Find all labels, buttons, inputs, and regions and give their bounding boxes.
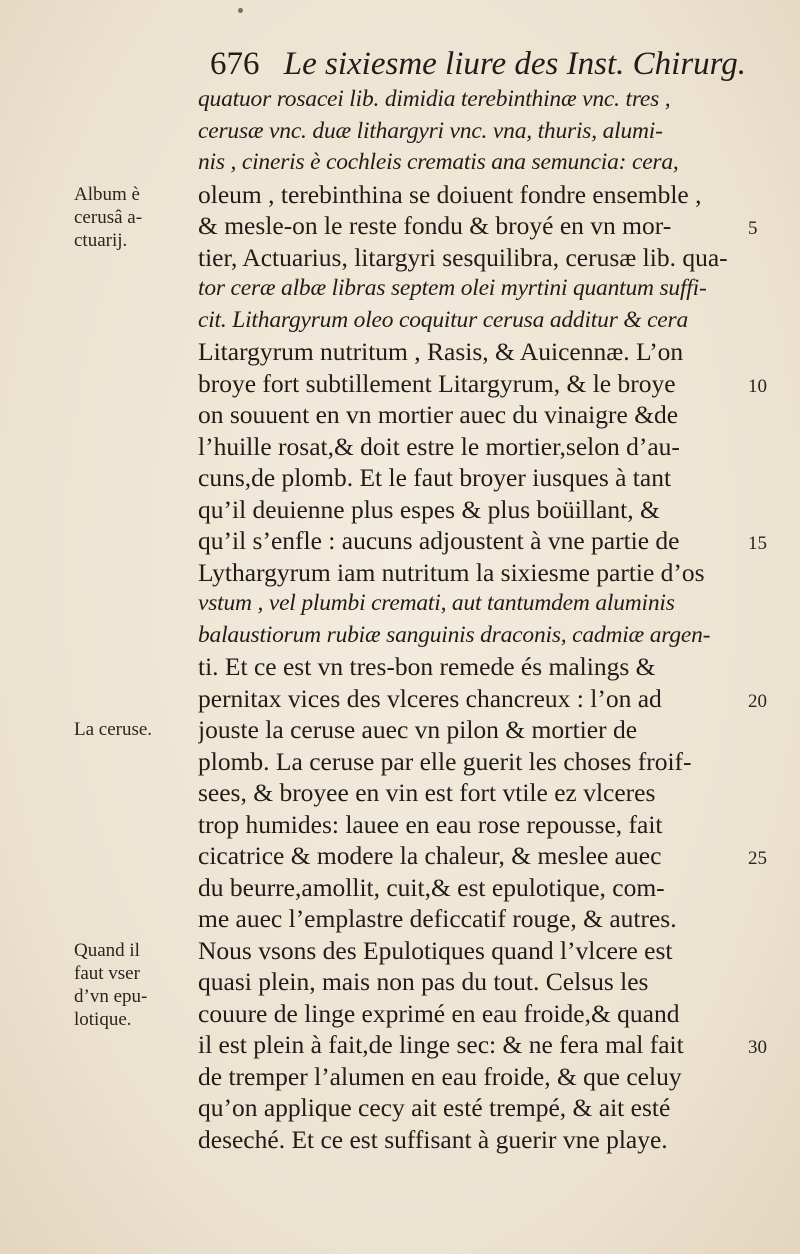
margin-note [74,183,142,252]
text-line: de tremper l’alumen en eau froide, & que celuy [198,1061,682,1091]
text-line: balaustiorum rubiæ sanguinis draconis, cadmiæ argen- [198,621,711,648]
page-number: 676 [210,46,260,82]
margin-note [74,718,152,741]
text-line: ti. Et ce est vn tres-bon remede és malings & [198,652,656,681]
margin-note-line: cerusâ a- [74,206,143,228]
text-line: qu’il deuienne plus espes & plus boüillant, & [198,494,660,524]
line-number: 20 [748,690,767,712]
margin-note-line: Quand il [74,939,140,961]
text-line: sees, & broyee en vin est fort vtile ez vlceres [198,778,656,807]
text-line: du beurre,amollit, cuit,& est epulotique, com- [198,872,665,902]
text-line: cuns,de plomb. Et le faut broyer iusques à tant [198,463,672,492]
text-line: Litargyrum nutritum , Rasis, & Auicennæ. L’on [198,337,684,366]
line-number: 30 [748,1037,767,1058]
margin-note-line: La cerusе. [74,719,153,740]
text-line: il est plein à fait,de linge sec: & ne fera mal fait [198,1030,684,1059]
margin-note-line: ctuarij. [74,229,128,251]
text-line: couure de linge exprimé en eau froide,& quand [198,998,680,1028]
text-line: plomb. La ceruse par elle guerit les choses froif- [198,746,692,776]
text-line: qu’il s’enfle : aucuns adjoustent à vne partie de [198,526,680,555]
text-line: & mesle-on le reste fondu & broyé en vn mor- [198,211,672,240]
text-line: cerusæ vnc. duæ lithargyri vnc. vna, thuris, alumi- [198,117,663,144]
text-line: trop humides: lauee en eau rose repousse, fait [198,809,663,839]
text-line: nis , cineris è cochleis crematis ana semuncia: cera, [198,149,679,175]
text-line: on souuent en vn mortier auec du vinaigre &de [198,400,679,429]
text-line: Lythargyrum iam nutritum la sixiesme partie d’os [198,557,705,587]
line-number: 15 [748,533,767,554]
margin-note-line: lotique. [74,1008,132,1030]
text-line: oleum , terebinthina se doiuent fondre ensemble , [198,179,702,209]
line-number: 10 [748,375,767,397]
ink-spot [238,8,243,13]
margin-note-line: faut vser [74,962,140,984]
text-line: tier, Actuarius, litargyri sesquilibra, cerusæ lib. qua- [198,242,728,272]
text-line: jouste la ceruse auec vn pilon & mortier de [198,715,638,744]
text-line: quasi plein, mais non pas du tout. Celsus les [198,967,649,996]
text-line: qu’on applique cecy ait esté trempé, & ait esté [198,1093,671,1122]
text-line: tor ceræ albæ libras septem olei myrtini quantum suffi- [198,275,707,301]
text-line: Nous vsons des Epulotiques quand l’vlcere est [198,935,673,965]
text-line: quatuor rosacei lib. dimidia terebinthinæ vnc. tres , [198,86,671,112]
margin-note [74,939,147,1031]
text-line: pernitax vices des vlceres chancreux : l’on ad [198,683,662,713]
line-number: 25 [748,848,767,869]
main-text-block [198,84,758,1155]
text-line: broye fort subtillement Litargyrum, & le broye [198,368,676,398]
text-line: cit. Lithargyrum oleo coquitur cerusa additur & cera [198,306,689,333]
margin-note-line: d’vn epu- [74,985,148,1007]
text-line: vstum , vel plumbi cremati, aut tantumdem aluminis [198,590,675,616]
running-title: Le sixiesme liure des Inst. Chirurg. [283,46,747,82]
text-line: me auec l’emplastre deficcatif rouge, & autres. [198,904,677,933]
text-line: cicatrice & modere la chaleur, & meslee auec [198,841,662,870]
margin-note-line: Album è [74,183,140,205]
line-number: 5 [748,218,758,239]
running-header [210,44,750,84]
text-line: l’huille rosat,& doit estre le mortier,selon d’au- [198,431,680,461]
text-line: deseché. Et ce est suffisant à guerir vne playe. [198,1124,668,1154]
